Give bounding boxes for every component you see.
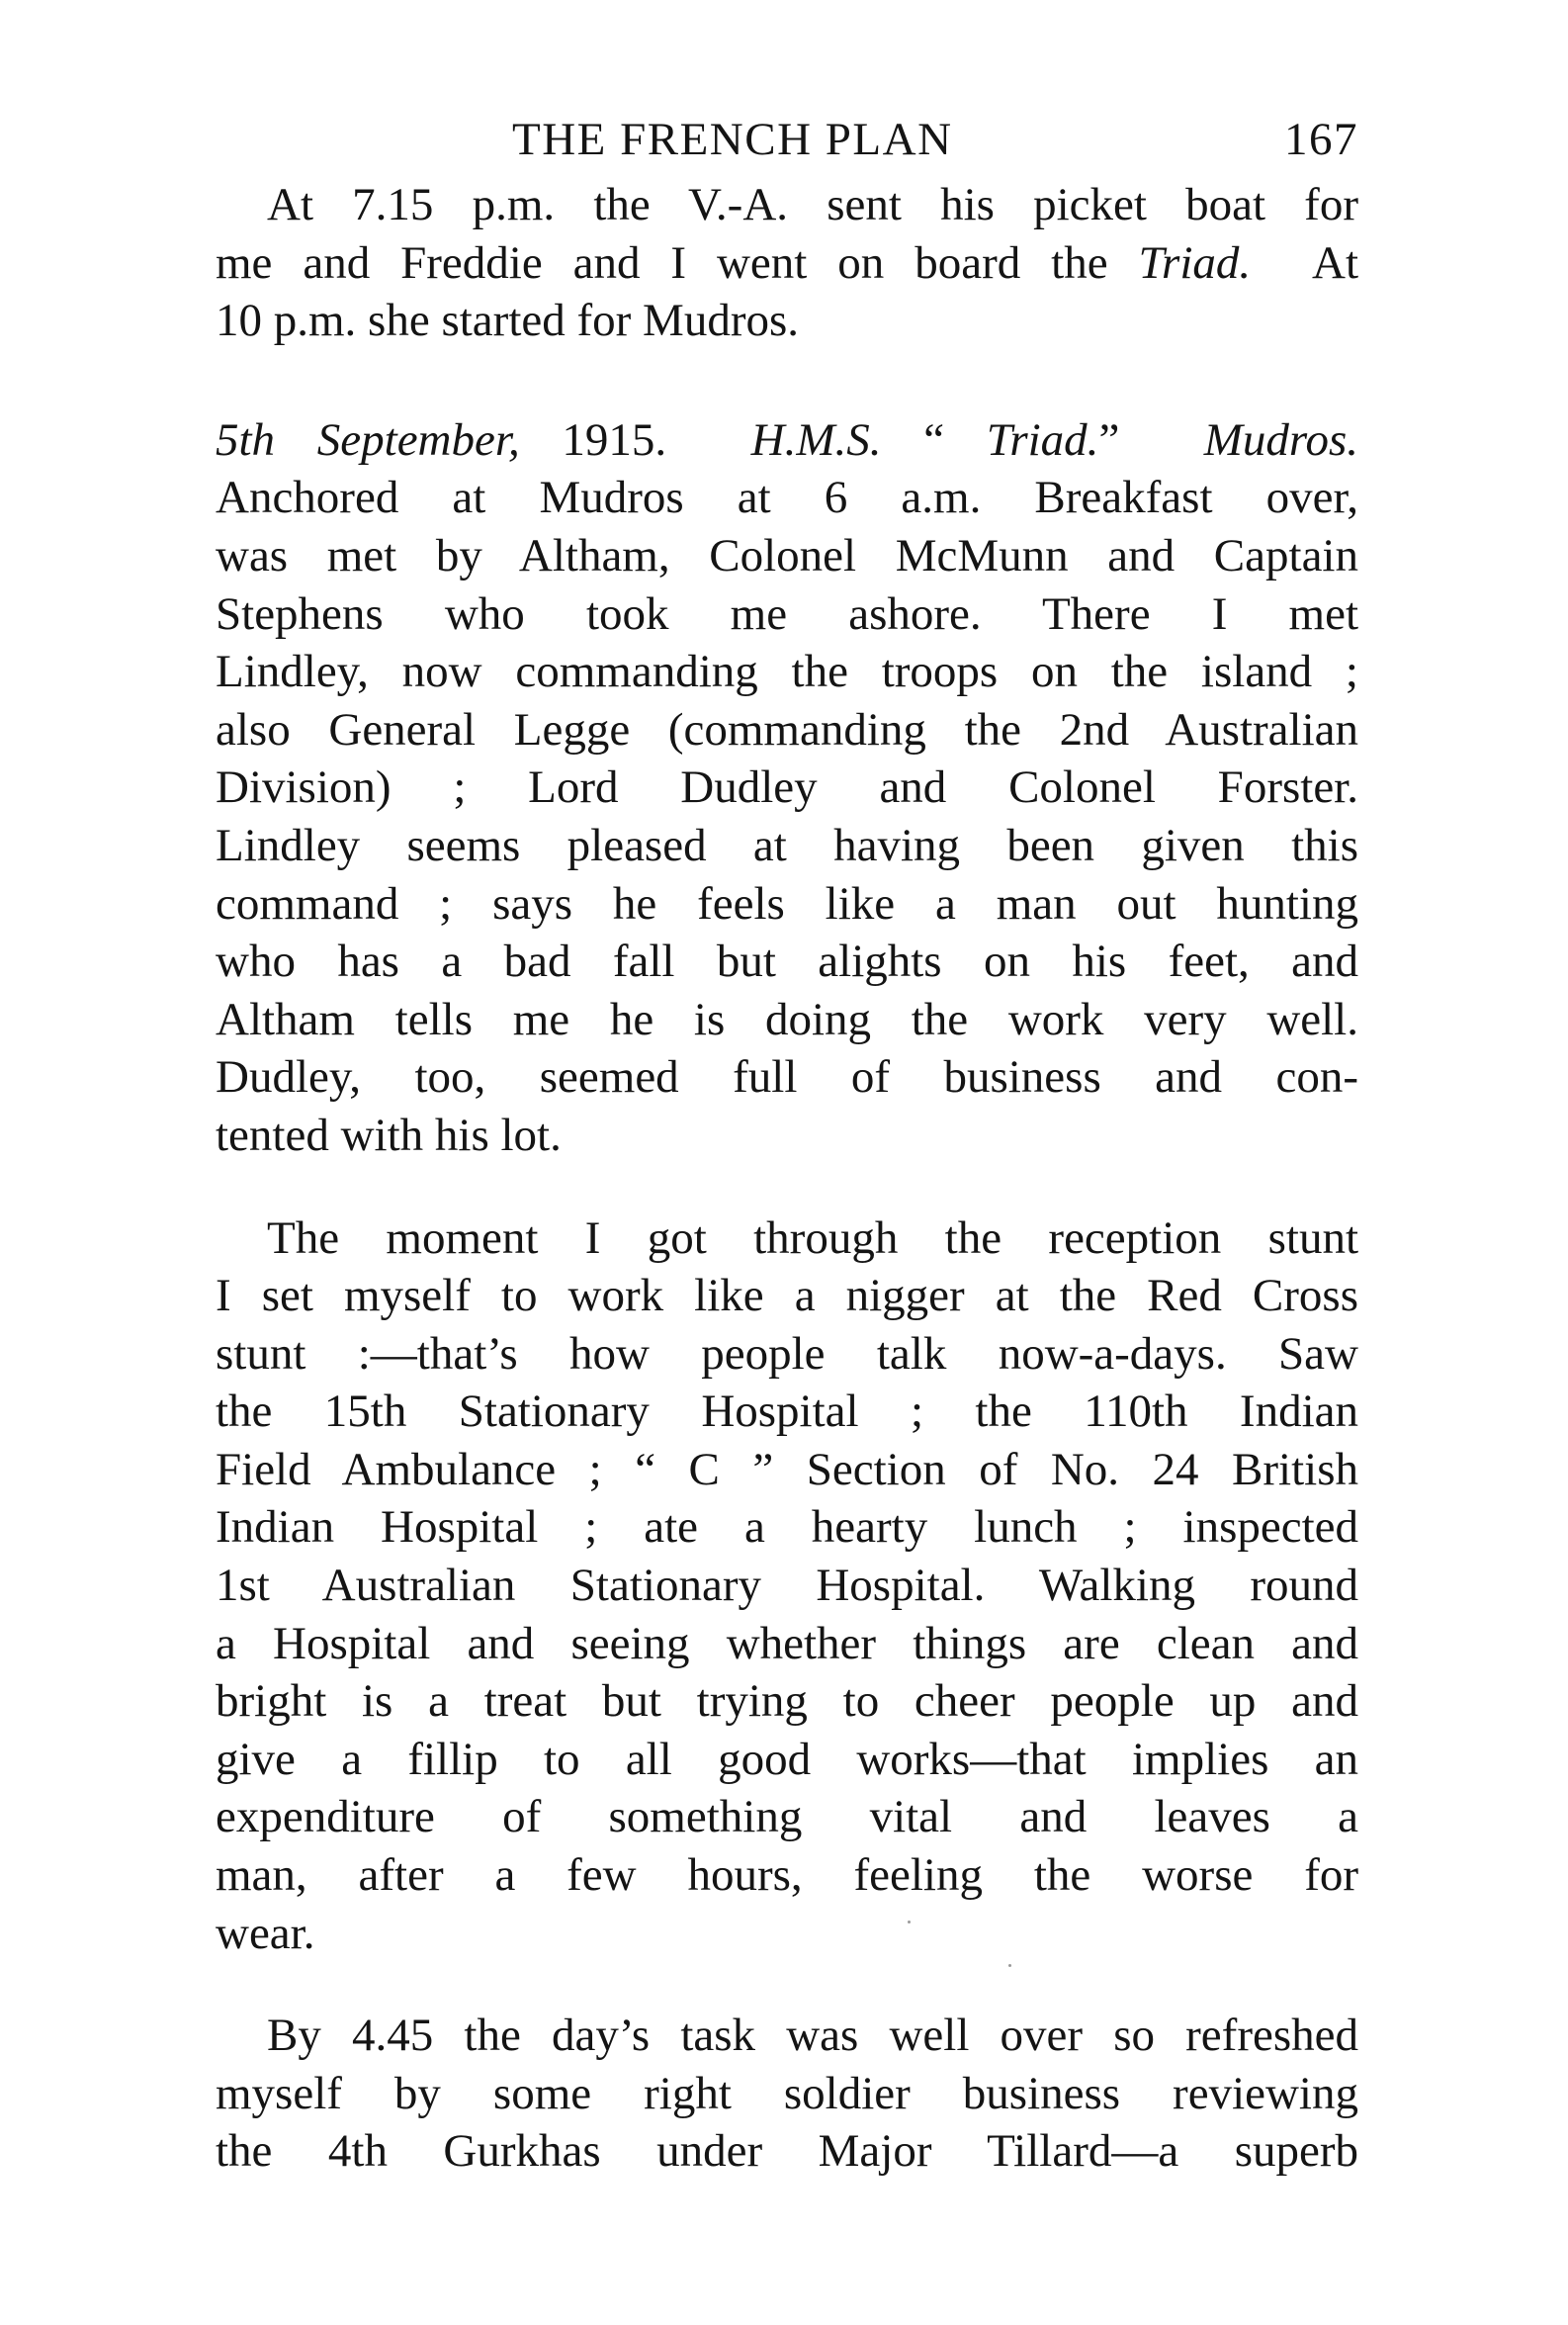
text-line: wear. — [216, 1907, 315, 1959]
dateline-quote: ” — [1098, 413, 1204, 466]
dateline-ship: H.M.S. — [750, 413, 882, 466]
text-line: the 15th Stationary Hospital ; the 110th Indian — [216, 1386, 1358, 1438]
text-line — [216, 234, 1358, 293]
text-line: stunt :—that’s how people talk now-a-days. Saw — [216, 1327, 1358, 1380]
text-line: was met by Altham, Colonel McMunn and Captain — [216, 529, 1358, 581]
running-head — [216, 107, 1358, 176]
text-line-fragment: me and Freddie and I went on board the — [216, 236, 1139, 289]
book-page — [216, 107, 1358, 2181]
text-line: 1st Australian Stationary Hospital. Walking round — [216, 1560, 1358, 1612]
scan-speck — [908, 1921, 911, 1923]
text-line: also General Legge (commanding the 2nd Australian — [216, 703, 1358, 756]
paragraph-2 — [216, 411, 1358, 1165]
paragraph-gap — [216, 350, 1358, 411]
text-line: expenditure of something vital and leaves a — [216, 1791, 1358, 1843]
text-line: Dudley, too, seemed full of business and con- — [216, 1051, 1358, 1104]
dateline-place: Mudros. — [1203, 413, 1358, 466]
text-line: Altham tells me he is doing the work very well. — [216, 993, 1358, 1045]
text-line: the 4th Gurkhas under Major Tillard—a superb — [216, 2125, 1358, 2178]
text-line: I set myself to work like a nigger at the Red Cross — [216, 1270, 1358, 1322]
text-line: Lindley seems pleased at having been given this — [216, 819, 1358, 871]
text-line: Anchored at Mudros at 6 a.m. Breakfast over, — [216, 472, 1358, 524]
text-line: tented with his lot. — [216, 1109, 562, 1161]
dateline-quote: “ — [881, 413, 987, 466]
text-line: Field Ambulance ; “ C ” Section of No. 24 British — [216, 1443, 1358, 1495]
paragraph-gap — [216, 1962, 1358, 2007]
paragraph-1 — [216, 176, 1358, 350]
text-line: a Hospital and seeing whether things are clean and — [216, 1617, 1358, 1669]
paragraph-3 — [216, 1209, 1358, 1963]
text-line: who has a bad fall but alights on his feet, and — [216, 936, 1358, 988]
ship-name: Triad. — [1138, 236, 1252, 289]
text-line: At 7.15 p.m. the V.-A. sent his picket boat for — [267, 179, 1358, 230]
text-line: Lindley, now commanding the troops on the island ; — [216, 646, 1358, 698]
chapter-title: THE FRENCH PLAN — [512, 114, 953, 165]
text-line-fragment: At — [1251, 236, 1359, 289]
text-line: Indian Hospital ; ate a hearty lunch ; inspected — [216, 1501, 1358, 1554]
text-line: give a fillip to all good works—that implies an — [216, 1733, 1358, 1785]
text-line: The moment I got through the reception stunt — [267, 1211, 1358, 1264]
page-number: 167 — [1284, 114, 1358, 165]
text-line: man, after a few hours, feeling the worse for — [216, 1849, 1358, 1902]
dateline-ship-name: Triad. — [986, 413, 1099, 466]
text-line: By 4.45 the day’s task was well over so refreshed — [267, 2010, 1358, 2062]
text-line: 10 p.m. she started for Mudros. — [216, 295, 800, 347]
text-line: command ; says he feels like a man out hunting — [216, 877, 1358, 930]
dateline-year: 1915. — [519, 413, 751, 466]
dateline-date: 5th September, — [216, 413, 520, 466]
paragraph-4 — [216, 2007, 1358, 2181]
scan-speck — [1008, 1964, 1011, 1967]
text-line: Stephens who took me ashore. There I met — [216, 587, 1358, 640]
dateline — [216, 411, 1358, 470]
text-line: Division) ; Lord Dudley and Colonel Forster. — [216, 761, 1358, 814]
text-line: bright is a treat but trying to cheer people up and — [216, 1675, 1358, 1728]
paragraph-gap — [216, 1165, 1358, 1209]
text-line: myself by some right soldier business reviewing — [216, 2067, 1358, 2119]
